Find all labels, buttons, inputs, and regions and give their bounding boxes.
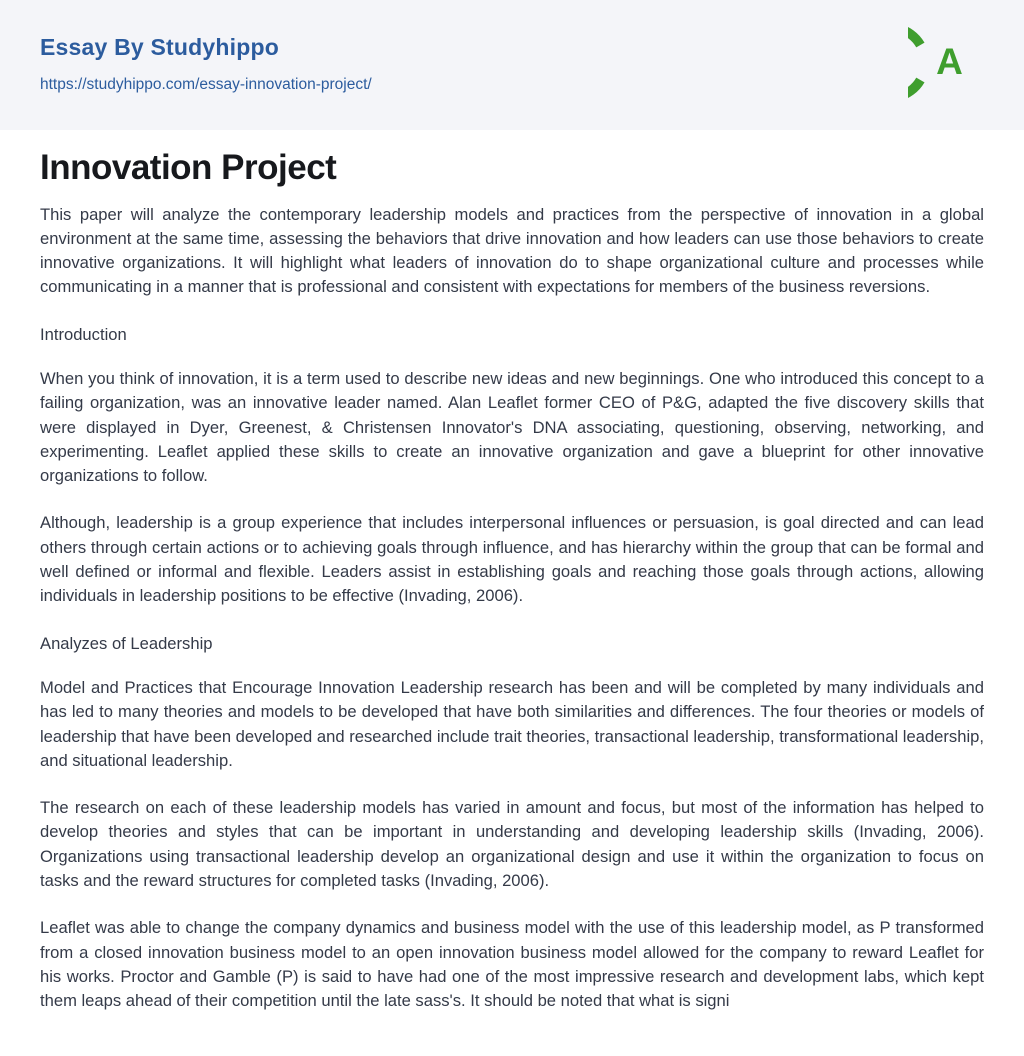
essay-paragraph: This paper will analyze the contemporary leadership models and practices from the perspective of innovation in a global environment at the same time, assessing the behaviors that drive innovation and how leaders can use those behaviors to create innovative organizations. It will highlight what leaders of innovation do to shape organizational culture and processes while communicating in a manner that is professional and consistent with expectations for members of the business reversions. <box>40 204 984 297</box>
essay-body <box>0 130 1024 1014</box>
logo-letter: A <box>936 40 963 82</box>
essay-title: Innovation Project <box>40 148 337 187</box>
essay-subheading: Introduction <box>40 324 127 344</box>
page-header <box>0 0 1024 130</box>
essay-paragraph: When you think of innovation, it is a term used to describe new ideas and new beginnings. One who introduced this concept to a failing organization, was an innovative leader named. Alan Leaflet former CEO of P&G, adapted the five discovery skills that were displayed in Dyer, Greenest, & Christensen Innovator's DNA associating, questioning, observing, networking, and experimenting. Leaflet applied these skills to create an innovative organization and gave a blueprint for other innovative organizations to follow. <box>40 368 984 486</box>
site-title: Essay By Studyhippo <box>40 34 279 60</box>
essay-subheading: Analyzes of Leadership <box>40 633 213 653</box>
essay-paragraph: The research on each of these leadership models has varied in amount and focus, but most of the information has helped to develop theories and styles that can be important in understanding and developing leadership skills (Invading, 2006). Organizations using transactional leadership develop an organizational design and use it within the organization to focus on tasks and the reward structures for completed tasks (Invading, 2006). <box>40 798 984 891</box>
brand-logo <box>908 20 993 105</box>
essay-paragraph: Although, leadership is a group experience that includes interpersonal influences or persuasion, is goal directed and can lead others through certain actions or to achieving goals through influence, and has hierarchy within the group that can be formal and well defined or informal and flexible. Leaders assist in establishing goals and reaching those goals through actions, allowing individuals in leadership positions to be effective (Invading, 2006). <box>40 513 984 606</box>
essay-paragraph: Leaflet was able to change the company dynamics and business model with the use of this leadership model, as P transformed from a closed innovation business model to an open innovation business model allowed for the company to reward Leaflet for his works. Proctor and Gamble (P) is said to have had one of the most impressive research and development labs, which kept them leaps ahead of their competition until the late sass's. It should be noted that what is signi <box>40 918 984 1011</box>
page-url-link[interactable]: https://studyhippo.com/essay-innovation-project/ <box>40 75 372 93</box>
essay-paragraph: Model and Practices that Encourage Innovation Leadership research has been and will be completed by many individuals and has led to many theories and models to be developed that have both similarities and differences. The four theories or models of leadership that have been developed and researched include trait theories, transactional leadership, transformational leadership, and situational leadership. <box>40 677 984 770</box>
